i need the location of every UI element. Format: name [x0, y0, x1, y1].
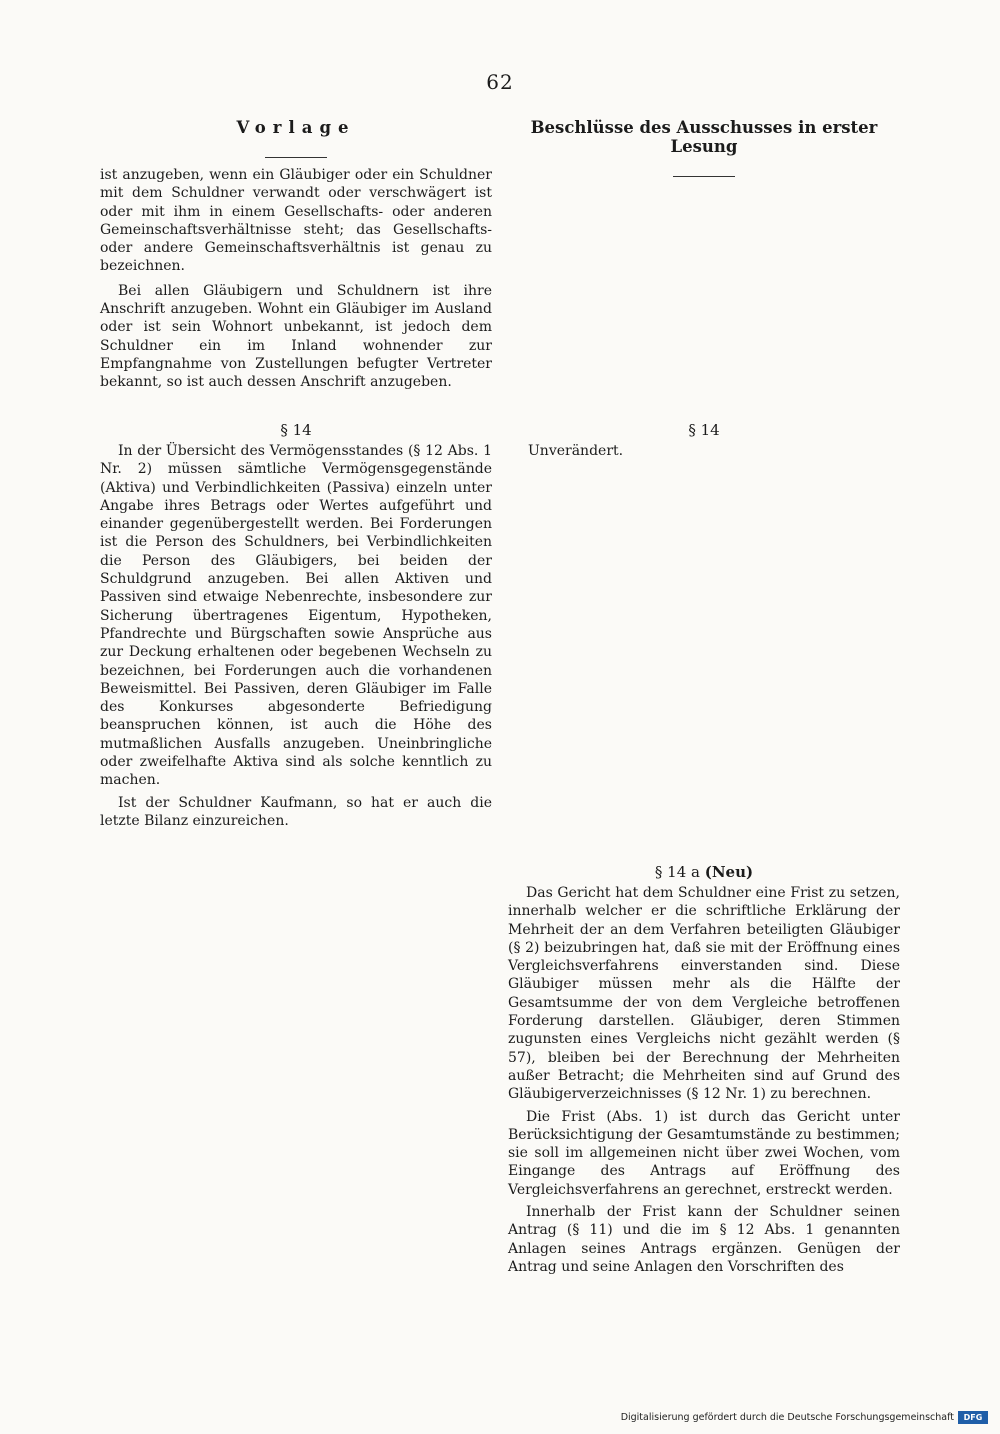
left-section-14: [100, 420, 492, 830]
footer-text: Digitalisierung gefördert durch die Deutsche Forschungsgemeinschaft: [620, 1412, 954, 1423]
section-heading: [508, 862, 900, 882]
dfg-logo-icon: DFG: [958, 1411, 988, 1424]
right-section-14: [508, 420, 900, 460]
page-number: 62: [486, 70, 514, 94]
left-column-body: [100, 166, 492, 392]
paragraph: ist anzugeben, wenn ein Gläubiger oder ein Schuldner mit dem Schuldner verwandt oder verschwägert ist oder mit ihm in einem Gesellschafts- oder anderen Gemeinschaftsverhältnisse steht; das Gesellschafts- oder andere Gemeinschaftsverhältnis ist genau zu bezeichnen.: [100, 167, 492, 275]
new-marker: (Neu): [704, 863, 754, 881]
paragraph: Das Gericht hat dem Schuldner eine Frist zu setzen, innerhalb welcher er die schriftliche Erklärung der Mehrheit der an dem Verfahren beteiligten Gläubiger (§ 2) beizubringen hat, daß sie mit der Eröffnung eines Vergleichsverfahrens einverstanden sind. Diese Gläubiger müssen mehr als die Hälfte der Gesamtsumme der von dem Vergleiche betroffenen Forderung darstellen. Gläubiger, deren Stimmen zugunsten eines Vergleichs nicht gezählt werden (§ 57), bleiben bei der Berechnung der Mehrheiten außer Betracht; die Mehrheiten sind auf Grund des Gläubigerverzeichnisses (§ 12 Nr. 1) zu berechnen.: [508, 885, 900, 1103]
right-column-header: Beschlüsse des Ausschusses in erster Lesung: [530, 118, 878, 156]
header-divider: [673, 176, 735, 177]
section-number: § 14 a: [654, 863, 700, 881]
header-divider: [265, 157, 327, 158]
left-column-header: Vorlage: [236, 118, 356, 137]
digitization-footer: [621, 1411, 988, 1424]
paragraph: Bei allen Gläubigern und Schuldnern ist ihre Anschrift anzugeben. Wohnt ein Gläubiger im Ausland oder ist sein Wohnort unbekannt, ist jedoch dem Schuldner ein im Inland wohnender zur Empfangnahme von Zustellungen befugter Vertreter bekannt, so ist auch dessen Anschrift anzugeben.: [100, 282, 492, 391]
left-column: [100, 118, 492, 158]
paragraph: Innerhalb der Frist kann der Schuldner seinen Antrag (§ 11) und die im § 12 Abs. 1 genannten Anlagen seines Antrags ergänzen. Genügen der Antrag und seine Anlagen den Vorschriften des: [508, 1204, 900, 1275]
right-column-header-block: [508, 118, 900, 177]
paragraph: Ist der Schuldner Kaufmann, so hat er auch die letzte Bilanz einzureichen.: [100, 794, 492, 829]
section-heading: § 14: [280, 421, 312, 439]
section-heading: § 14: [688, 421, 720, 439]
paragraph: Die Frist (Abs. 1) ist durch das Gericht unter Berücksichtigung der Gesamtumstände zu bestimmen; sie soll im allgemeinen nicht über zwei Wochen, vom Eingange des Antrags auf Eröffnung des Vergleichsverfahrens an gerechnet, erstreckt werden.: [508, 1108, 900, 1198]
paragraph: In der Übersicht des Vermögensstandes (§ 12 Abs. 1 Nr. 2) müssen sämtliche Vermögensgegenstände (Aktiva) und Verbindlichkeiten (Passiva) einzeln unter Angabe ihres Betrags oder Wertes aufgeführt und einander gegenübergestellt werden. Bei Forderungen ist die Person des Schuldners, bei Verbindlichkeiten die Person des Gläubigers, bei beiden der Schuldgrund anzugeben. Bei allen Aktiven und Passiven sind etwaige Nebenrechte, insbesondere zur Sicherung übertragenes Eigentum, Hypotheken, Pfandrechte und Bürgschaften sowie Ansprüche aus zur Deckung erhaltenen oder begebenen Wechseln zu bezeichnen, bei Forderungen auch die vorhandenen Beweismittel. Bei Passiven, deren Gläubiger im Falle des Konkurses abgesonderte Befriedigung beanspruchen können, ist auch die Höhe des mutmaßlichen Ausfalls anzugeben. Uneinbringliche oder zweifelhafte Aktiva sind als solche kenntlich zu machen.: [100, 443, 492, 789]
right-section-14a: [508, 862, 900, 1276]
paragraph: Unverändert.: [528, 443, 624, 459]
